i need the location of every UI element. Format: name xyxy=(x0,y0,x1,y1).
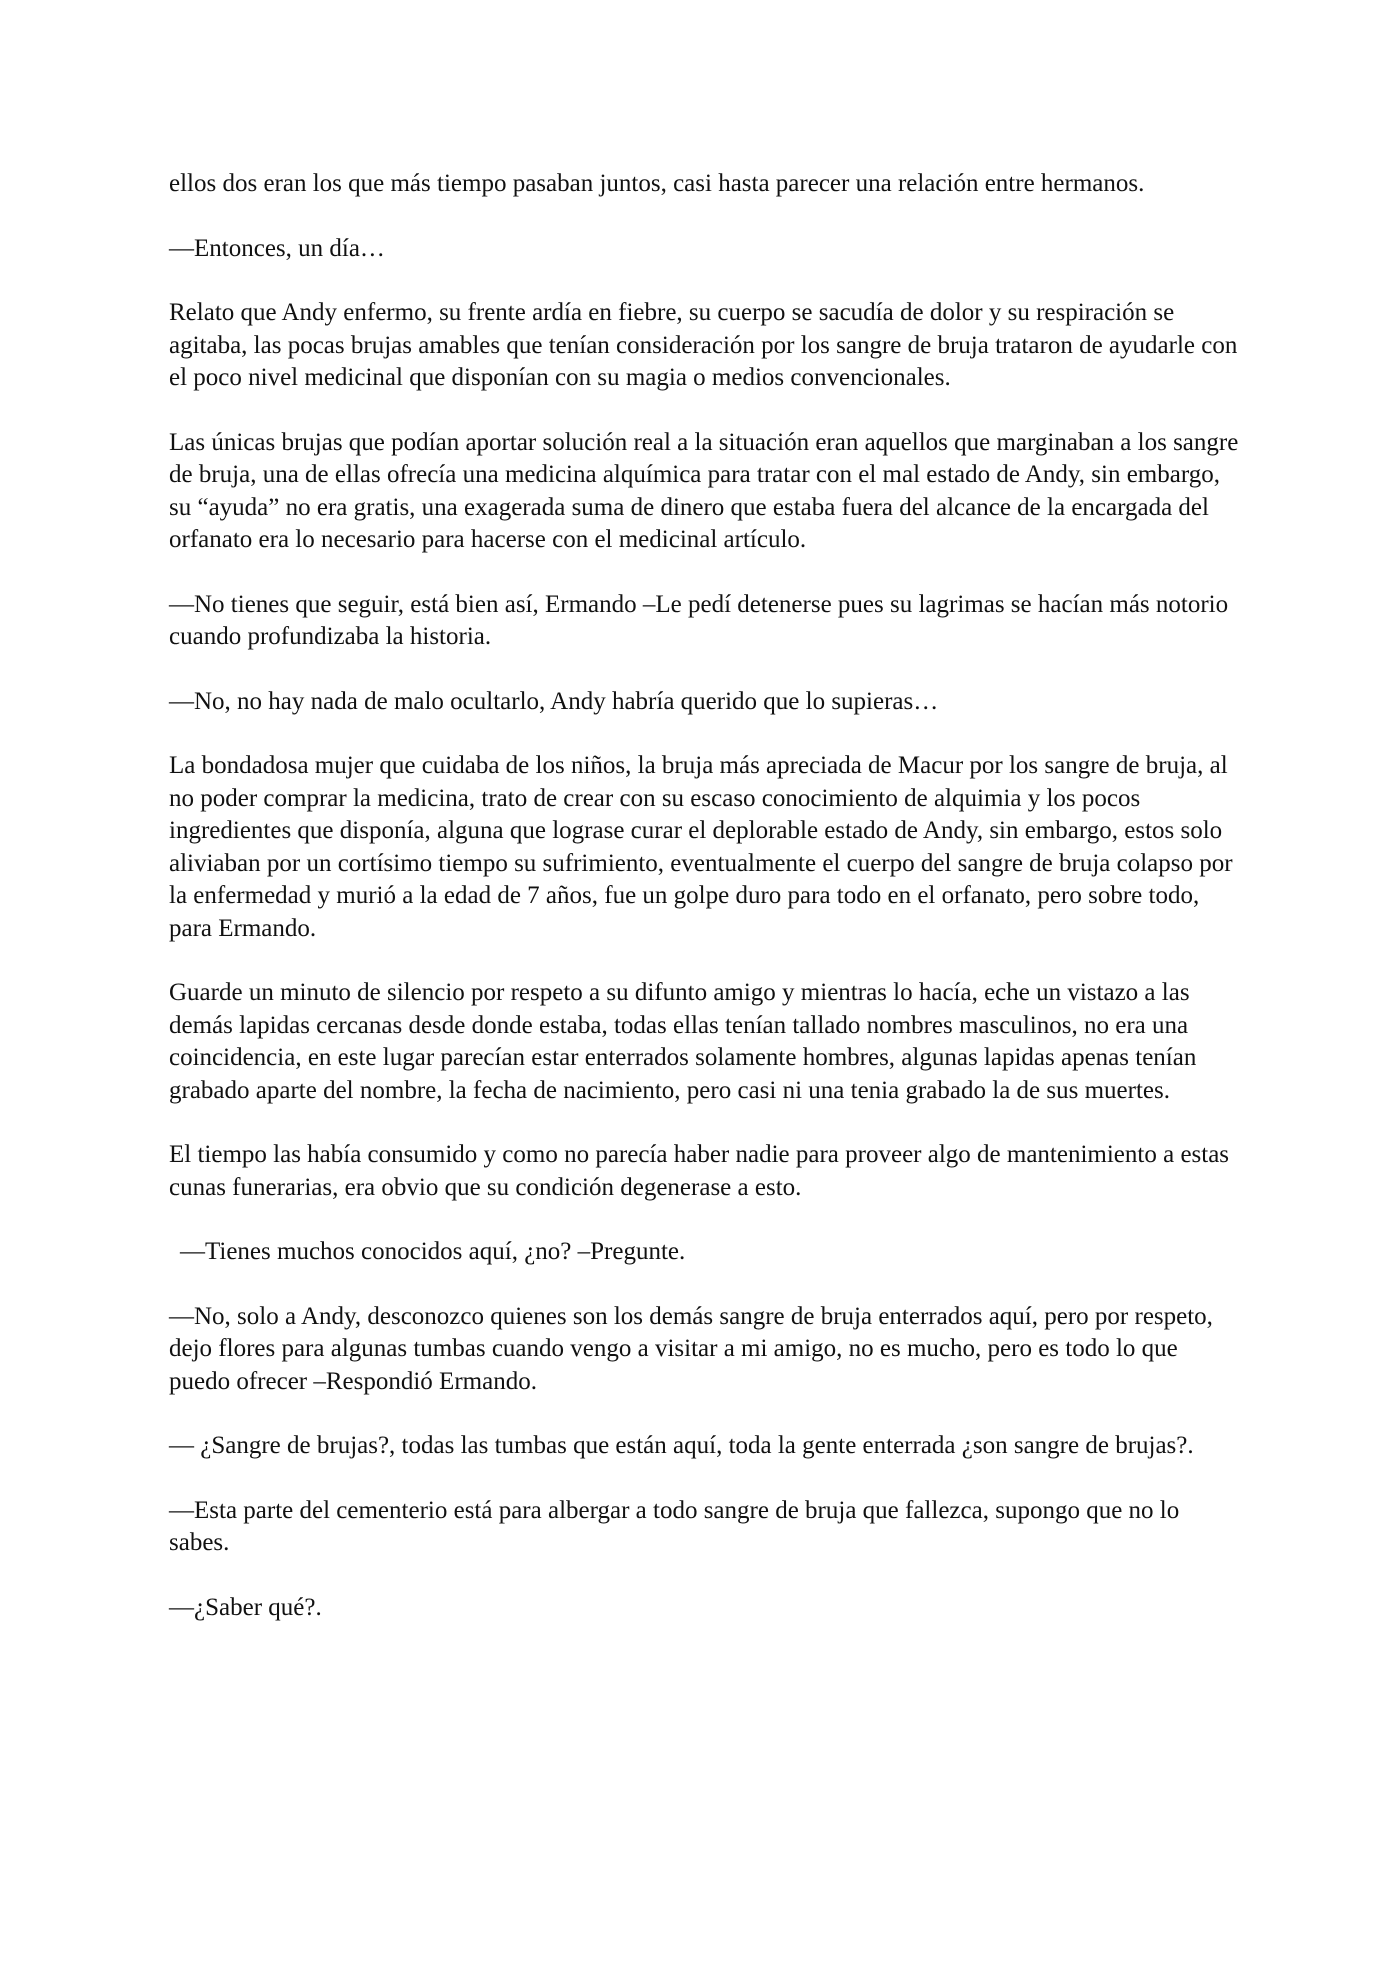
paragraph-1: ellos dos eran los que más tiempo pasaban juntos, casi hasta parecer una relación entre hermanos. xyxy=(169,170,1145,197)
paragraph-2: —Entonces, un día… xyxy=(169,234,385,262)
paragraph-11: —No, solo a Andy, desconozco quienes son los demás sangre de bruja enterrados aquí, pero por respeto, dejo flores para algunas tumbas cuando vengo a visitar a mi amigo, no es mucho, pero es todo lo que puedo ofrecer –Respondió Ermando. xyxy=(169,1302,1213,1395)
paragraph-8: Guarde un minuto de silencio por respeto a su difunto amigo y mientras lo hacía, eche un vistazo a las demás lapidas cercanas desde donde estaba, todas ellas tenían tallado nombres masculinos, no era una coincidencia, en este lugar parecían estar enterrados solamente hombres, algunas lapidas apenas tenían grabado aparte del nombre, la fecha de nacimiento, pero casi ni una tenia grabado la de sus muertes. xyxy=(169,979,1197,1104)
paragraph-12: — ¿Sangre de brujas?, todas las tumbas que están aquí, toda la gente enterrada ¿son sangre de brujas?. xyxy=(169,1432,1194,1459)
paragraph-6: —No, no hay nada de malo ocultarlo, Andy habría querido que lo supieras… xyxy=(169,687,939,715)
paragraph-4: Las únicas brujas que podían aportar solución real a la situación eran aquellos que marginaban a los sangre de bruja, una de ellas ofrecía una medicina alquímica para tratar con el mal estado de Andy, sin embargo, su “ayuda” no era gratis, una exagerada suma de dinero que estaba fuera del alcance de la encargada del orfanato era lo necesario para hacerse con el medicinal artículo. xyxy=(169,428,1239,553)
paragraph-5: —No tienes que seguir, está bien así, Ermando –Le pedí detenerse pues su lagrimas se hacían más notorio cuando profundizaba la historia. xyxy=(169,590,1229,650)
paragraph-14: —¿Saber qué?. xyxy=(169,1593,322,1621)
document-body xyxy=(169,168,1241,1656)
paragraph-9: El tiempo las había consumido y como no parecía haber nadie para proveer algo de mantenimiento a estas cunas funerarias, era obvio que su condición degenerase a esto. xyxy=(169,1141,1230,1201)
paragraph-13: —Esta parte del cementerio está para albergar a todo sangre de bruja que fallezca, supongo que no lo sabes. xyxy=(169,1496,1180,1556)
paragraph-10: —Tienes muchos conocidos aquí, ¿no? –Pregunte. xyxy=(180,1238,686,1265)
paragraph-7: La bondadosa mujer que cuidaba de los niños, la bruja más apreciada de Macur por los sangre de bruja, al no poder comprar la medicina, trato de crear con su escaso conocimiento de alquimia y los pocos ingredientes que disponía, alguna que lograse curar el deplorable estado de Andy, sin embargo, estos solo aliviaban por un cortísimo tiempo su sufrimiento, eventualmente el cuerpo del sangre de bruja colapso por la enfermedad y murió a la edad de 7 años, fue un golpe duro para todo en el orfanato, pero sobre todo, para Ermando. xyxy=(169,752,1233,942)
paragraph-3: Relato que Andy enfermo, su frente ardía en fiebre, su cuerpo se sacudía de dolor y su respiración se agitaba, las pocas brujas amables que tenían consideración por los sangre de bruja trataron de ayudarle con el poco nivel medicinal que disponían con su magia o medios convencionales. xyxy=(169,299,1238,391)
